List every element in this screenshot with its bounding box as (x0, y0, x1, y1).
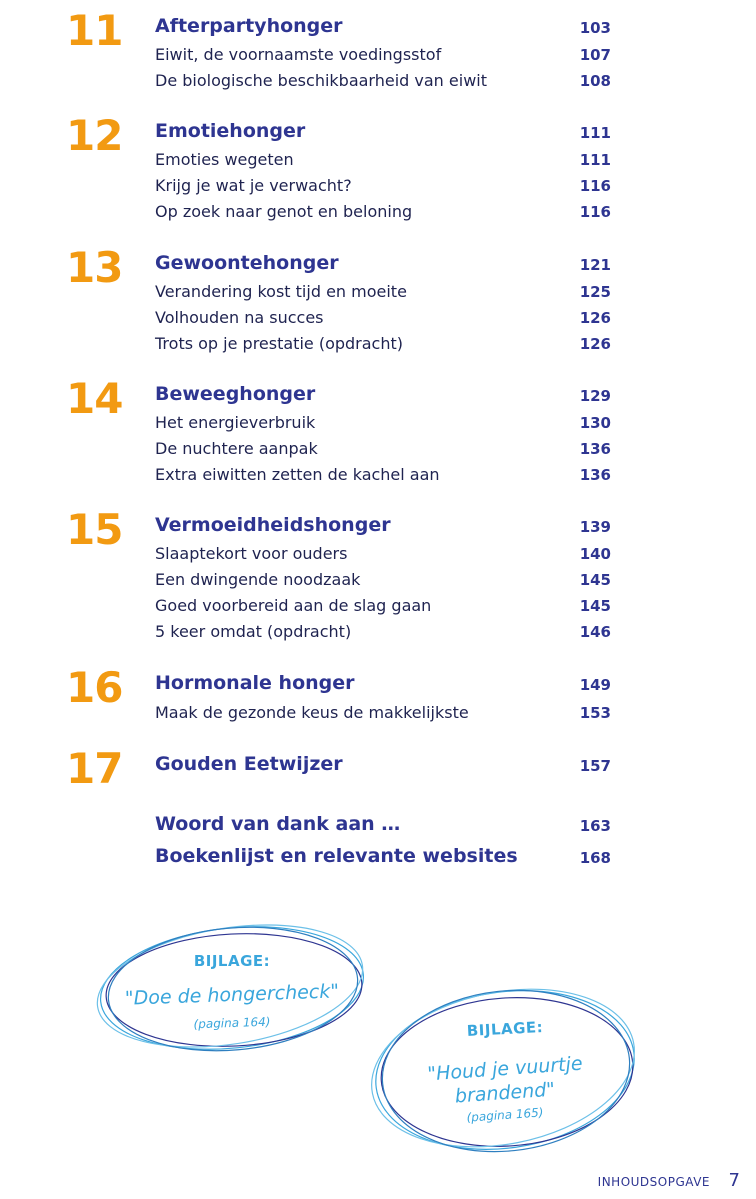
page-number: 108 (579, 72, 611, 90)
page-number: 111 (579, 124, 611, 142)
appendix-page-ref: (pagina 165) (466, 1105, 544, 1125)
appendix-page-ref: (pagina 164) (193, 1014, 271, 1032)
toc-entry[interactable] (155, 570, 611, 594)
page-number: 145 (579, 597, 611, 615)
chapter-title: Hormonale honger (155, 672, 355, 694)
toc-entry[interactable] (155, 45, 611, 69)
page-number: 136 (579, 440, 611, 458)
section-title: De nuchtere aanpak (155, 439, 318, 458)
page-number: 125 (579, 283, 611, 301)
section-title: Op zoek naar genot en beloning (155, 202, 413, 221)
page-number: 140 (579, 545, 611, 563)
toc-entry[interactable] (155, 413, 611, 437)
chapter-number: 15 (66, 505, 123, 554)
section-title: Slaaptekort voor ouders (155, 544, 348, 563)
chapter-title: Gouden Eetwijzer (155, 753, 343, 775)
section-title: Maak de gezonde keus de makkelijkste (155, 703, 469, 722)
toc-entry[interactable] (155, 150, 611, 174)
page-number: 126 (579, 309, 611, 327)
page-number: 107 (579, 46, 611, 64)
appendix-label: BIJLAGE: (193, 952, 271, 970)
toc-entry[interactable] (155, 465, 611, 489)
toc-entry[interactable] (155, 308, 611, 332)
chapter-number: 12 (66, 111, 123, 160)
page-number: 157 (579, 757, 611, 775)
page-number: 153 (579, 704, 611, 722)
appendix-bubble-vuurtje[interactable] (365, 980, 645, 1160)
page-number: 103 (579, 19, 611, 37)
page-number: 136 (579, 466, 611, 484)
toc-entry-chapter-title[interactable] (155, 15, 611, 42)
section-title: Volhouden na succes (155, 308, 324, 327)
section-title: De biologische beschikbaarheid van eiwit (155, 71, 487, 90)
chapter-number: 13 (66, 243, 123, 292)
toc-entry[interactable] (155, 334, 611, 358)
chapter-title: Vermoeidheidshonger (155, 514, 391, 536)
appendix-title: "Doe de hongercheck" (124, 980, 340, 1010)
page-number: 126 (579, 335, 611, 353)
toc-entry[interactable] (155, 202, 611, 226)
chapter-title: Gewoontehonger (155, 252, 339, 274)
toc-entry-acknowledgements[interactable] (155, 813, 611, 840)
page-number: 163 (579, 817, 611, 835)
running-footer-section: INHOUDSOPGAVE (597, 1175, 710, 1189)
extra-title: Woord van dank aan … (155, 813, 401, 835)
toc-entry-chapter-title[interactable] (155, 514, 611, 541)
page-number: 129 (579, 387, 611, 405)
chapter-number: 17 (66, 744, 123, 793)
section-title: 5 keer omdat (opdracht) (155, 622, 352, 641)
page-number: 146 (579, 623, 611, 641)
toc-entry-chapter-title[interactable] (155, 672, 611, 699)
section-title: Een dwingende noodzaak (155, 570, 361, 589)
appendix-title-line1: "Houd je vuurtje (426, 1052, 584, 1086)
chapter-number: 16 (66, 663, 123, 712)
page-folio: 7 (728, 1170, 740, 1191)
page-number: 111 (579, 151, 611, 169)
toc-entry[interactable] (155, 703, 611, 727)
toc-entry-chapter-title[interactable] (155, 252, 611, 279)
page-number: 145 (579, 571, 611, 589)
section-title: Krijg je wat je verwacht? (155, 176, 352, 195)
toc-entry[interactable] (155, 282, 611, 306)
section-title: Goed voorbereid aan de slag gaan (155, 596, 432, 615)
section-title: Trots op je prestatie (opdracht) (155, 334, 404, 353)
chapter-title: Afterpartyhonger (155, 15, 343, 37)
appendix-bubble-hongercheck[interactable] (92, 918, 372, 1058)
chapter-title: Emotiehonger (155, 120, 306, 142)
chapter-number: 11 (66, 6, 123, 55)
page-number: 121 (579, 256, 611, 274)
page-number: 139 (579, 518, 611, 536)
section-title: Extra eiwitten zetten de kachel aan (155, 465, 440, 484)
toc-entry-chapter-title[interactable] (155, 120, 611, 147)
toc-entry-booklist[interactable] (155, 845, 611, 872)
page-number: 130 (579, 414, 611, 432)
toc-entry[interactable] (155, 71, 611, 95)
appendix-label: BIJLAGE: (466, 1018, 544, 1040)
toc-entry[interactable] (155, 596, 611, 620)
page-number: 168 (579, 849, 611, 867)
extra-title: Boekenlijst en relevante websites (155, 845, 518, 867)
toc-entry[interactable] (155, 439, 611, 463)
section-title: Verandering kost tijd en moeite (155, 282, 407, 301)
page-number: 149 (579, 676, 611, 694)
page-number: 116 (579, 203, 611, 221)
toc-entry[interactable] (155, 622, 611, 646)
toc-entry[interactable] (155, 176, 611, 200)
chapter-title: Beweeghonger (155, 383, 316, 405)
appendix-title-line2: brandend" (454, 1078, 556, 1108)
chapter-number: 14 (66, 374, 123, 423)
toc-entry[interactable] (155, 544, 611, 568)
page-number: 116 (579, 177, 611, 195)
section-title: Emoties wegeten (155, 150, 294, 169)
section-title: Eiwit, de voornaamste voedingsstof (155, 45, 442, 64)
toc-entry-chapter-title[interactable] (155, 383, 611, 410)
section-title: Het energieverbruik (155, 413, 316, 432)
toc-entry-chapter-title[interactable] (155, 753, 611, 780)
